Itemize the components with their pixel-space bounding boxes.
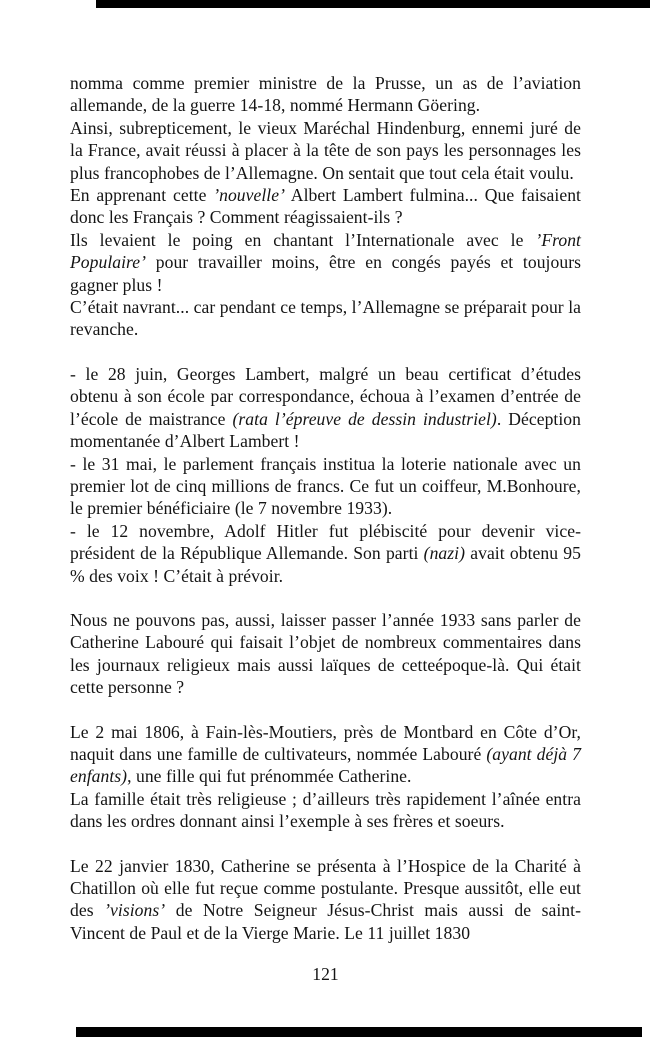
text-segment: Le 22 janvier 1830, Catherine se présenta à l’Hospice de la Charité à Chatillon où elle fut reçue comme postulante. Presque aussitôt, elle eut des	[70, 855, 581, 921]
paragraph	[70, 609, 581, 699]
text-segment: Le 2 mai 1806, à Fain-lès-Moutiers, près de Montbard en Côte d’Or, naquit dans une famille de cultivateurs, nommée Labouré	[70, 721, 581, 764]
text-segment: Ainsi, subrepticement, le vieux Maréchal Hindenburg, ennemi juré de la France, avait réussi à placer à la tête de son pays les personnages les plus francophobes de l’Allemagne. On sentait que tout cela était voulu.	[70, 117, 581, 183]
italic-text-segment: (rata l’épreuve de dessin industriel)	[232, 408, 497, 429]
paragraph	[70, 721, 581, 788]
italic-text-segment: (nazi)	[423, 543, 466, 564]
paragraph	[70, 117, 581, 184]
page-text	[70, 72, 581, 944]
paragraph	[70, 453, 581, 520]
page-number: 121	[312, 964, 339, 984]
paragraph	[70, 855, 581, 945]
paragraph	[70, 788, 581, 833]
paragraph	[70, 229, 581, 296]
italic-text-segment: ’nouvelle’	[213, 185, 286, 206]
text-segment: - le 12 novembre, Adolf Hitler fut plébiscité pour devenir vice-président de la République Allemande. Son parti	[70, 520, 581, 564]
text-segment: Albert Lambert fulmina... Que faisaient donc les Français ? Comment réagissaient-ils ?	[70, 185, 581, 228]
paragraph	[70, 184, 581, 229]
text-segment: pour travailler moins, être en congés payés et toujours gagner plus !	[70, 252, 581, 295]
scan-edge-artifact-top	[96, 0, 650, 8]
text-segment: de Notre Seigneur Jésus-Christ mais aussi de saint-Vincent de Paul et de la Vierge Marie. Le 11 juillet 1830	[70, 900, 581, 943]
italic-text-segment: ’Front Populaire’	[70, 229, 581, 273]
text-segment: . Déception momentanée d’Albert Lambert !	[70, 408, 581, 452]
paragraph	[70, 296, 581, 341]
text-segment: La famille était très religieuse ; d’ailleurs très rapidement l’aînée entra dans les ordres donnant ainsi l’exemple à ses frères et soeurs.	[70, 788, 581, 832]
scan-edge-artifact-bottom	[76, 1027, 642, 1037]
paragraph	[70, 363, 581, 453]
paragraph	[70, 520, 581, 587]
text-segment: Nous ne pouvons pas, aussi, laisser passer l’année 1933 sans parler de Catherine Labouré qui faisait l’objet de nombreux commentaires dans les journaux religieux mais aussi laïques de cetteépoque-là. Qui était cette personne ?	[70, 609, 581, 698]
text-segment: nomma comme premier ministre de la Prusse, un as de l’aviation allemande, de la guerre 14-18, nommé Hermann Göering.	[70, 73, 581, 116]
text-segment: C’était navrant... car pendant ce temps, l’Allemagne se préparait pour la revanche.	[70, 297, 581, 340]
italic-text-segment: ’visions’	[104, 900, 166, 921]
paragraph	[70, 72, 581, 117]
text-segment: En apprenant cette	[70, 185, 214, 206]
text-segment: - le 31 mai, le parlement français institua la loterie nationale avec un premier lot de cinq millions de francs. Ce fut un coiffeur, M.Bonhoure, le premier bénéficiaire (le 7 novembre 1933).	[70, 453, 581, 519]
text-segment: - le 28 juin, Georges Lambert, malgré un beau certificat d’études obtenu à son école par correspondance, échoua à l’examen d’entrée de l’école de maistrance	[70, 363, 581, 429]
text-segment: Ils levaient le poing en chantant l’Internationale avec le	[70, 229, 536, 250]
italic-text-segment: (ayant déjà 7 enfants)	[70, 743, 581, 787]
text-segment: , une fille qui fut prénommée Catherine.	[127, 766, 412, 787]
text-segment: avait obtenu 95 % des voix ! C’était à prévoir.	[70, 543, 581, 586]
